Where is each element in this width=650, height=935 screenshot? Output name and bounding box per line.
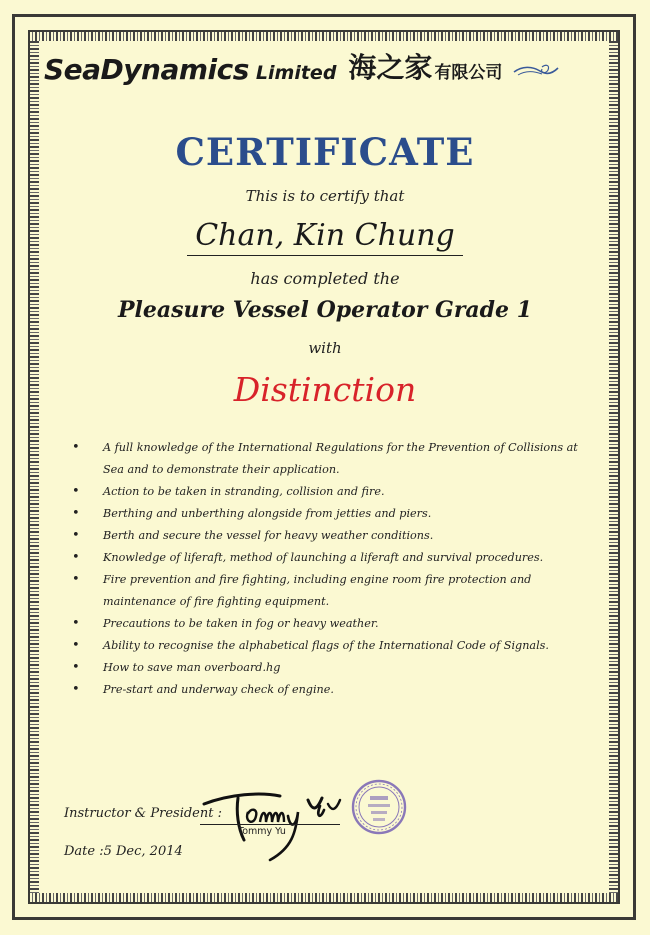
- company-suffix: Limited: [255, 62, 337, 84]
- list-item-text: Action to be taken in stranding, collision and fire.: [103, 485, 385, 498]
- wave-logo-icon: [512, 62, 560, 80]
- list-item: [72, 657, 592, 679]
- certificate-title: CERTIFICATE: [175, 130, 475, 174]
- list-item: [72, 525, 592, 547]
- company-name: SeaDynamics: [44, 53, 249, 86]
- course-title: Pleasure Vessel Operator Grade 1: [117, 297, 533, 323]
- bullet-icon: •: [72, 682, 80, 697]
- list-item-text: Pre-start and underway check of engine.: [103, 683, 334, 696]
- recipient-name: Chan, Kin Chung: [187, 218, 463, 256]
- list-item: [72, 481, 592, 503]
- list-item-text: A full knowledge of the International Regulations for the Prevention of Collisions at Sea and to demonstrate their application.: [103, 441, 578, 476]
- competency-list: [72, 437, 592, 701]
- bullet-icon: •: [72, 506, 80, 521]
- signature-label: Instructor & President :: [64, 806, 222, 821]
- bullet-icon: •: [72, 440, 80, 455]
- handwritten-signature: [200, 782, 345, 862]
- signatory-name: Tommy Yu: [238, 826, 286, 837]
- list-item: [72, 437, 592, 481]
- list-item: [72, 613, 592, 635]
- list-item: [72, 569, 592, 613]
- with-line: with: [308, 339, 342, 357]
- issue-date: Date :5 Dec, 2014: [64, 844, 183, 859]
- list-item-text: Ability to recognise the alphabetical flags of the International Code of Signals.: [103, 639, 549, 652]
- company-suffix-chinese: 有限公司: [434, 63, 503, 83]
- bullet-icon: •: [72, 616, 80, 631]
- list-item-text: Knowledge of liferaft, method of launching a liferaft and survival procedures.: [103, 551, 544, 564]
- grade-distinction: Distinction: [233, 370, 417, 409]
- list-item-text: Precautions to be taken in fog or heavy weather.: [103, 617, 379, 630]
- company-name-chinese: 海之家: [348, 51, 433, 84]
- bullet-icon: •: [72, 572, 80, 587]
- signature-line: [200, 824, 340, 825]
- list-item-text: Berth and secure the vessel for heavy weather conditions.: [103, 529, 434, 542]
- company-seal-icon: [350, 778, 408, 836]
- bullet-icon: •: [72, 484, 80, 499]
- certify-line: This is to certify that: [245, 187, 405, 205]
- list-item: [72, 635, 592, 657]
- list-item: [72, 547, 592, 569]
- list-item: [72, 679, 592, 701]
- list-item-text: Berthing and unberthing alongside from jetties and piers.: [103, 507, 432, 520]
- list-item-text: How to save man overboard.hg: [103, 661, 281, 674]
- bullet-icon: •: [72, 638, 80, 653]
- completed-line: has completed the: [250, 269, 400, 288]
- bullet-icon: •: [72, 528, 80, 543]
- list-item: [72, 503, 592, 525]
- recipient-name-wrap: [0, 218, 650, 256]
- bullet-icon: •: [72, 550, 80, 565]
- bullet-icon: •: [72, 660, 80, 675]
- company-header: [44, 46, 614, 86]
- list-item-text: Fire prevention and fire fighting, including engine room fire protection and maintenance of fire fighting equipment.: [103, 573, 532, 608]
